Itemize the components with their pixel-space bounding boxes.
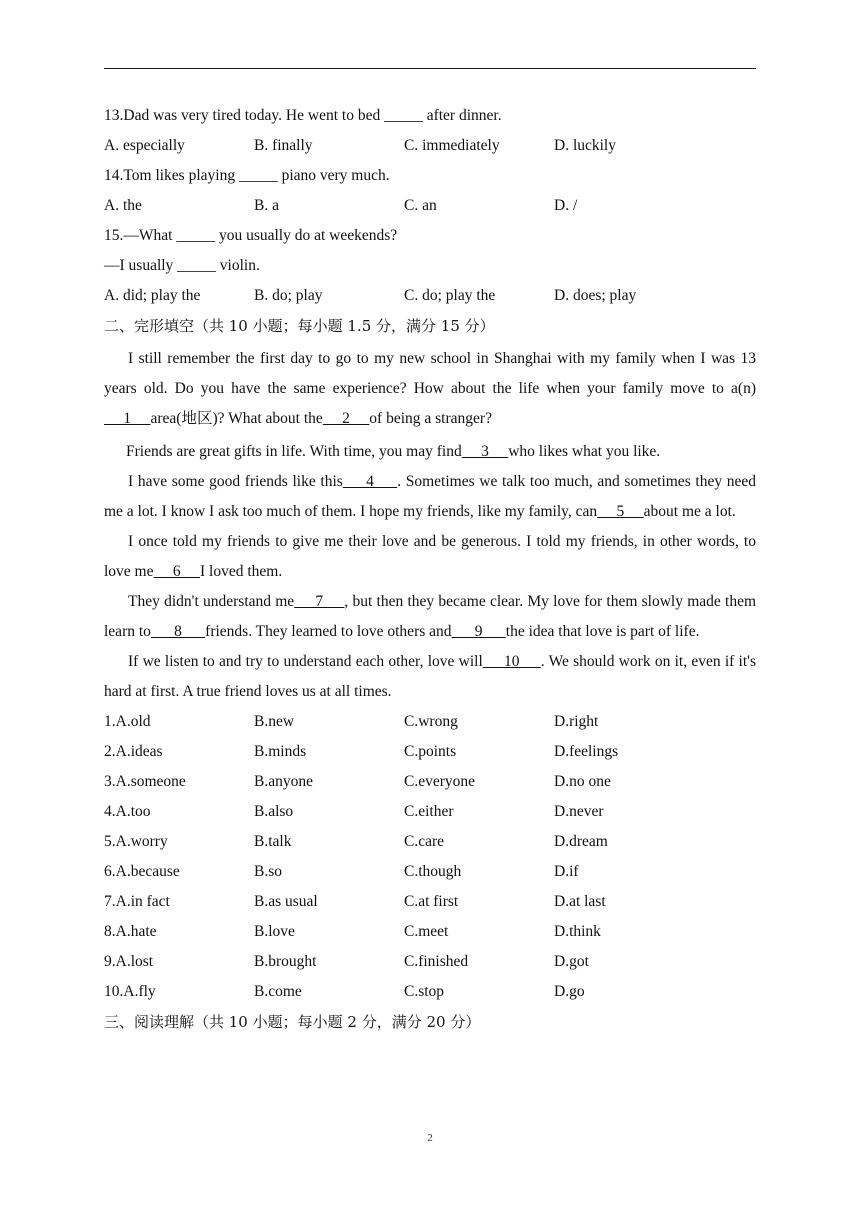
cloze-option-row	[104, 767, 756, 797]
cloze-option: D.think	[554, 923, 601, 940]
passage-paragraph-2	[104, 437, 756, 467]
cloze-option: D.at last	[554, 893, 606, 910]
passage-text: friends. They learned to love others and	[205, 623, 452, 640]
question-14-options	[104, 191, 756, 221]
cloze-options	[104, 707, 756, 1007]
cloze-option: B.come	[254, 983, 302, 1000]
question-13-option-a: A. especially	[104, 137, 185, 154]
cloze-option: B.anyone	[254, 773, 313, 790]
cloze-option: B.also	[254, 803, 294, 820]
passage-paragraph-4	[104, 527, 756, 587]
cloze-option: B.so	[254, 863, 282, 880]
question-14-stem: 14.Tom likes playing _____ piano very much.	[104, 167, 390, 184]
cloze-option-row	[104, 947, 756, 977]
page-number: 2	[427, 1132, 433, 1144]
cloze-option: 7.A.in fact	[104, 893, 170, 910]
cloze-option-row	[104, 827, 756, 857]
question-15-option-b: B. do; play	[254, 287, 323, 304]
blank-4: 4	[342, 473, 398, 490]
question-15-options	[104, 281, 756, 311]
blank-10: 10	[482, 653, 541, 670]
cloze-option-row	[104, 857, 756, 887]
passage-paragraph-3	[104, 467, 756, 527]
cloze-option-row	[104, 887, 756, 917]
blank-9: 9	[451, 623, 506, 640]
blank-6: 6	[153, 563, 200, 580]
cloze-option: 4.A.too	[104, 803, 151, 820]
cloze-option: C.points	[404, 743, 457, 760]
cloze-option: B.as usual	[254, 893, 318, 910]
cloze-option: 3.A.someone	[104, 773, 186, 790]
cloze-option: 10.A.fly	[104, 983, 156, 1000]
cloze-option: C.wrong	[404, 713, 458, 730]
passage-text: I once told my friends to give me their love and be generous. I told my friends, in other words, to love me	[104, 533, 756, 580]
cloze-option: D.right	[554, 713, 599, 730]
question-14-option-b: B. a	[254, 197, 279, 214]
cloze-option: D.feelings	[554, 743, 619, 760]
question-13-option-b: B. finally	[254, 137, 313, 154]
cloze-option: C.care	[404, 833, 445, 850]
cloze-option: C.at first	[404, 893, 459, 910]
question-15-option-a: A. did; play the	[104, 287, 201, 304]
question-13-stem: 13.Dad was very tired today. He went to bed _____ after dinner.	[104, 107, 502, 124]
passage-text: who likes what you like.	[508, 443, 661, 460]
question-15-stem-line2: —I usually _____ violin.	[104, 257, 260, 274]
passage-text: . Sometimes we talk too much, and sometimes they need me a lot. I know I ask too much of them. I hope my friends, like my family, can	[104, 473, 756, 520]
cloze-option: D.go	[554, 983, 585, 1000]
blank-2: 2	[322, 410, 370, 427]
blank-3: 3	[461, 443, 509, 460]
question-15-option-c: C. do; play the	[404, 287, 496, 304]
cloze-option: C.meet	[404, 923, 449, 940]
blank-8: 8	[150, 623, 206, 640]
passage-text: If we listen to and try to understand each other, love will	[128, 653, 483, 670]
cloze-option: D.no one	[554, 773, 611, 790]
cloze-passage	[104, 344, 756, 707]
cloze-option: B.minds	[254, 743, 307, 760]
question-13-options	[104, 131, 756, 161]
cloze-option: B.brought	[254, 953, 317, 970]
cloze-option: B.love	[254, 923, 295, 940]
passage-text: of being a stranger?	[369, 410, 492, 427]
passage-text: They didn't understand me	[128, 593, 295, 610]
cloze-option: C.stop	[404, 983, 445, 1000]
cloze-option: C.everyone	[404, 773, 476, 790]
section-3-heading: 三、阅读理解（共 10 小题；每小题 2 分，满分 20 分）	[104, 1013, 481, 1031]
blank-5: 5	[597, 503, 644, 520]
cloze-option: 5.A.worry	[104, 833, 168, 850]
cloze-option-row	[104, 737, 756, 767]
passage-paragraph-6	[104, 647, 756, 707]
cloze-option: D.never	[554, 803, 604, 820]
passage-text: Friends are great gifts in life. With time, you may find	[126, 443, 462, 460]
cloze-option: 1.A.old	[104, 713, 151, 730]
blank-7: 7	[294, 593, 345, 610]
passage-text: I have some good friends like this	[128, 473, 343, 490]
cloze-option-row	[104, 977, 756, 1007]
header-rule	[104, 68, 756, 69]
cloze-option: D.got	[554, 953, 589, 970]
passage-paragraph-1	[104, 344, 756, 434]
cloze-option: D.if	[554, 863, 579, 880]
cloze-option: 9.A.lost	[104, 953, 154, 970]
question-15-option-d: D. does; play	[554, 287, 637, 304]
passage-text: the idea that love is part of life.	[505, 623, 700, 640]
cloze-option-row	[104, 797, 756, 827]
passage-text: area(地区)? What about the	[150, 410, 323, 427]
question-15-stem-line1: 15.—What _____ you usually do at weekends?	[104, 227, 398, 244]
passage-text: , but then they became clear. My love for them slowly made them learn to	[104, 593, 757, 640]
passage-text: . We should work on it, even if it's hard at first. A true friend loves us at all times.	[104, 653, 756, 700]
passage-text: about me a lot.	[643, 503, 736, 520]
cloze-option: D.dream	[554, 833, 608, 850]
cloze-option: C.though	[404, 863, 462, 880]
cloze-option: B.new	[254, 713, 295, 730]
cloze-option: C.finished	[404, 953, 469, 970]
page-content	[104, 101, 756, 1037]
cloze-option: B.talk	[254, 833, 292, 850]
cloze-option-row	[104, 917, 756, 947]
question-14-option-a: A. the	[104, 197, 142, 214]
passage-paragraph-5	[104, 587, 756, 647]
cloze-option: 2.A.ideas	[104, 743, 163, 760]
cloze-option: 6.A.because	[104, 863, 180, 880]
question-13-option-d: D. luckily	[554, 137, 616, 154]
cloze-option: C.either	[404, 803, 454, 820]
question-13-option-c: C. immediately	[404, 137, 500, 154]
question-14-option-d: D. /	[554, 197, 578, 214]
cloze-option-row	[104, 707, 756, 737]
passage-text: I still remember the first day to go to my new school in Shanghai with my family when I was 13 years old. Do you have the same experience? How about the life when your family move to a(n)	[104, 350, 756, 397]
section-2-heading: 二、完形填空（共 10 小题；每小题 1.5 分，满分 15 分）	[104, 317, 495, 335]
question-14-option-c: C. an	[404, 197, 437, 214]
blank-1: 1	[104, 410, 151, 427]
cloze-option: 8.A.hate	[104, 923, 157, 940]
passage-text: I loved them.	[200, 563, 283, 580]
